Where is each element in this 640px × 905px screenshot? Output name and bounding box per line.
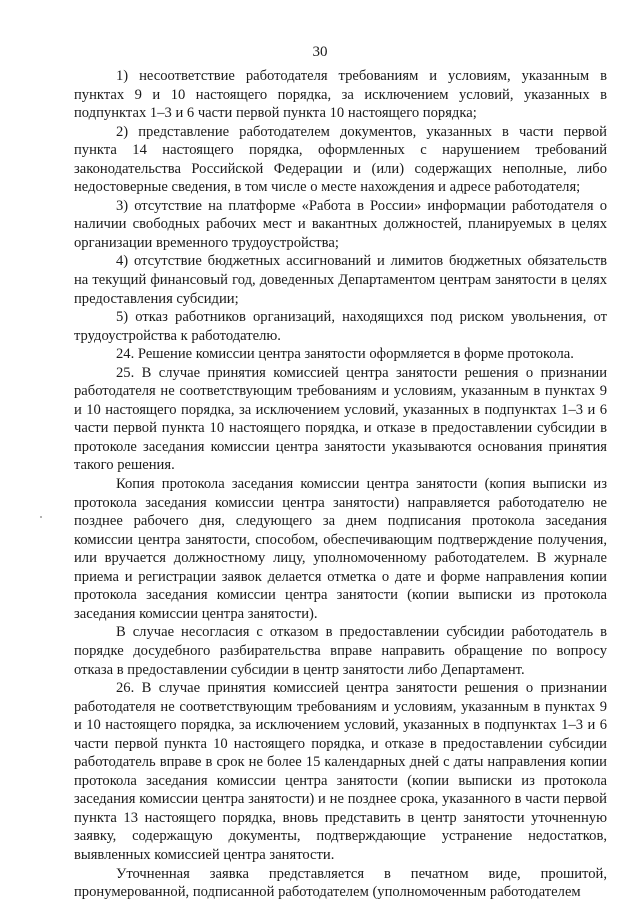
page-number: 30 <box>312 44 328 60</box>
paragraph-item-3: 3) отсутствие на платформе «Работа в России» информации работодателя о наличии свободных рабочих мест и вакантных должностей, планируемых в целях организации временного трудоустройства; <box>74 197 607 251</box>
paragraph-protocol-copy: Копия протокола заседания комиссии центра занятости (копия выписки из протокола заседания комиссии центра занятости) направляется работодателю не позднее рабочего дня, следующего за днем подписания протокола заседания комиссии центра занятости, способом, обеспечивающим подтверждение получения, или вручается должностному лицу, уполномоченному работодателем. В журнале приема и регистрации заявок делается отметка о дате и форме направления копии протокола заседания комиссии центра занятости (копии выписки из протокола заседания комиссии центра занятости). <box>74 476 607 622</box>
paragraph-item-2: 2) представление работодателем документов, указанных в части первой пункта 14 настоящего порядка, оформленных с нарушением требований законодательства Российской Федерации и (или) содержащих неполные, либо недостоверные сведения, в том числе о месте нахождения и адресе работодателя; <box>74 123 607 196</box>
paragraph-clause-26: 26. В случае принятия комиссией центра занятости решения о признании работодателя не соответствующим требованиям и условиям, указанным в пунктах 9 и 10 настоящего порядка, за исключением условий, указанных в подпунктах 1–3 и 6 части первой пункта 10 настоящего порядка, и отказе в предоставлении субсидии работодатель вправе в срок не более 15 календарных дней с даты направления копии протокола заседания комиссии центра занятости (копии выписки из протокола заседания комиссии центра занятости) и не позднее срока, указанного в части первой пункта 13 настоящего порядка, вновь представить в центр занятости уточненную заявку, содержащую документы, подтверждающие устранение недостатков, выявленных комиссией центра занятости. <box>74 680 607 863</box>
paragraph-item-5: 5) отказ работников организаций, находящихся под риском увольнения, от трудоустройства к работодателю. <box>74 309 607 344</box>
paragraph-disagreement: В случае несогласия с отказом в предоставлении субсидии работодатель в порядке досудебного разбирательства вправе направить обращение по вопросу отказа в предоставлении субсидии в центр занятости либо Департамент. <box>74 624 607 678</box>
document-body <box>74 67 607 902</box>
paragraph-refined-application: Уточненная заявка представляется в печатном виде, прошитой, пронумерованной, подписанной работодателем (уполномоченным работодателем <box>74 865 607 901</box>
scan-artifact <box>40 516 42 518</box>
paragraph-item-1: 1) несоответствие работодателя требованиям и условиям, указанным в пунктах 9 и 10 настоящего порядка, за исключением условий, указанных в подпунктах 1–3 и 6 части первой пункта 10 настоящего порядка; <box>74 68 607 122</box>
paragraph-clause-24: 24. Решение комиссии центра занятости оформляется в форме протокола. <box>116 346 574 363</box>
paragraph-clause-25: 25. В случае принятия комиссией центра занятости решения о признании работодателя не соответствующим требованиям и условиям, указанным в пунктах 9 и 10 настоящего порядка, за исключением условий, указанных в подпунктах 1–3 и 6 части первой пункта 10 настоящего порядка, и отказе в предоставлении субсидии в протоколе заседания комиссии центра занятости указываются основания принятия такого решения. <box>74 364 607 474</box>
paragraph-item-4: 4) отсутствие бюджетных ассигнований и лимитов бюджетных обязательств на текущий финансовый год, доведенных Департаментом центрам занятости в целях предоставления субсидии; <box>74 253 607 307</box>
